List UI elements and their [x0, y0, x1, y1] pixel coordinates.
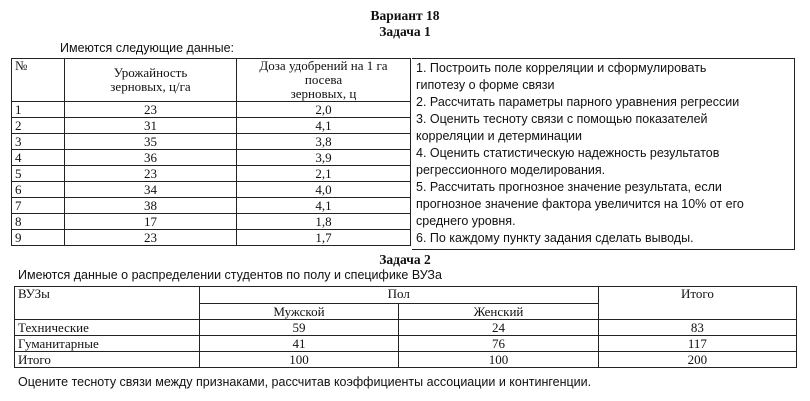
task1-header-row — [12, 59, 411, 102]
table-row — [12, 166, 411, 182]
yield-cell: 17 — [65, 214, 237, 230]
row-label: Технические — [15, 320, 200, 336]
column-header-vuz: ВУЗы — [15, 287, 200, 320]
column-header-num: № — [12, 59, 65, 102]
dose-cell: 3,9 — [237, 150, 411, 166]
dose-header-line2: зерновых, ц — [290, 86, 357, 101]
row-label: Итого — [15, 352, 200, 368]
task2-data-table — [14, 286, 797, 368]
yield-cell: 23 — [65, 102, 237, 118]
dose-cell: 1,7 — [237, 230, 411, 246]
total-cell: 83 — [598, 320, 796, 336]
yield-cell: 35 — [65, 134, 237, 150]
row-number: 4 — [12, 150, 65, 166]
yield-cell: 23 — [65, 166, 237, 182]
table-row — [12, 214, 411, 230]
row-label: Гуманитарные — [15, 336, 200, 352]
female-cell: 76 — [399, 336, 599, 352]
dose-cell: 3,8 — [237, 134, 411, 150]
task1-intro: Имеются следующие данные: — [60, 41, 234, 55]
column-header-itogo: Итого — [598, 287, 796, 320]
table-row — [12, 150, 411, 166]
list-item: среднего уровня. — [416, 214, 516, 228]
task1-assignment-list — [412, 58, 795, 250]
male-cell: 59 — [199, 320, 399, 336]
yield-cell: 36 — [65, 150, 237, 166]
yield-cell: 31 — [65, 118, 237, 134]
yield-cell: 23 — [65, 230, 237, 246]
list-item: 6. По каждому пункту задания сделать выводы. — [416, 231, 694, 245]
list-item: 2. Рассчитать параметры парного уравнения регрессии — [416, 95, 740, 109]
table-row — [12, 198, 411, 214]
dose-cell: 2,0 — [237, 102, 411, 118]
variant-title: Вариант 18 — [370, 8, 440, 23]
table-row — [12, 182, 411, 198]
list-item: корреляции и детерминации — [416, 129, 582, 143]
list-item: прогнозное значение фактора увеличится на 10% от его — [416, 197, 744, 211]
row-number: 6 — [12, 182, 65, 198]
total-cell: 117 — [598, 336, 796, 352]
dose-cell: 4,1 — [237, 118, 411, 134]
female-cell: 24 — [399, 320, 599, 336]
table-row — [12, 134, 411, 150]
female-cell: 100 — [399, 352, 599, 368]
dose-cell: 1,8 — [237, 214, 411, 230]
table-row — [12, 230, 411, 246]
row-number: 2 — [12, 118, 65, 134]
task1-data-table — [11, 58, 411, 246]
table-row — [15, 320, 797, 336]
task1-title: Задача 1 — [379, 24, 431, 39]
dose-cell: 4,0 — [237, 182, 411, 198]
yield-cell: 34 — [65, 182, 237, 198]
male-cell: 41 — [199, 336, 399, 352]
column-header-male: Мужской — [199, 304, 399, 320]
list-item: 5. Рассчитать прогнозное значение результата, если — [416, 180, 722, 194]
male-cell: 100 — [199, 352, 399, 368]
row-number: 8 — [12, 214, 65, 230]
dose-header-line1: Доза удобрений на 1 га посева — [259, 58, 388, 87]
task2-intro: Имеются данные о распределении студентов по полу и специфике ВУЗа — [18, 268, 442, 282]
yield-header-line1: Урожайность — [113, 65, 188, 80]
column-header-pol: Пол — [199, 287, 598, 304]
task2-header-row-1 — [15, 287, 797, 304]
dose-cell: 2,1 — [237, 166, 411, 182]
column-header-female: Женский — [399, 304, 599, 320]
task2-conclusion: Оцените тесноту связи между признаками, рассчитав коэффициенты ассоциации и контингенции. — [18, 375, 592, 389]
list-item: гипотезу о форме связи — [416, 78, 555, 92]
row-number: 5 — [12, 166, 65, 182]
row-number: 3 — [12, 134, 65, 150]
dose-cell: 4,1 — [237, 198, 411, 214]
task2-title: Задача 2 — [379, 252, 431, 267]
column-header-dose — [237, 59, 411, 102]
yield-cell: 38 — [65, 198, 237, 214]
total-cell: 200 — [598, 352, 796, 368]
yield-header-line2: зерновых, ц/га — [110, 79, 191, 94]
column-header-yield — [65, 59, 237, 102]
row-number: 7 — [12, 198, 65, 214]
list-item: регрессионного моделирования. — [416, 163, 606, 177]
row-number: 1 — [12, 102, 65, 118]
table-row — [15, 336, 797, 352]
list-item: 3. Оценить тесноту связи с помощью показателей — [416, 112, 708, 126]
list-item: 4. Оценить статистическую надежность результатов — [416, 146, 720, 160]
table-row — [12, 118, 411, 134]
table-row — [12, 102, 411, 118]
row-number: 9 — [12, 230, 65, 246]
list-item: 1. Построить поле корреляции и сформулировать — [416, 61, 707, 75]
table-row — [15, 352, 797, 368]
